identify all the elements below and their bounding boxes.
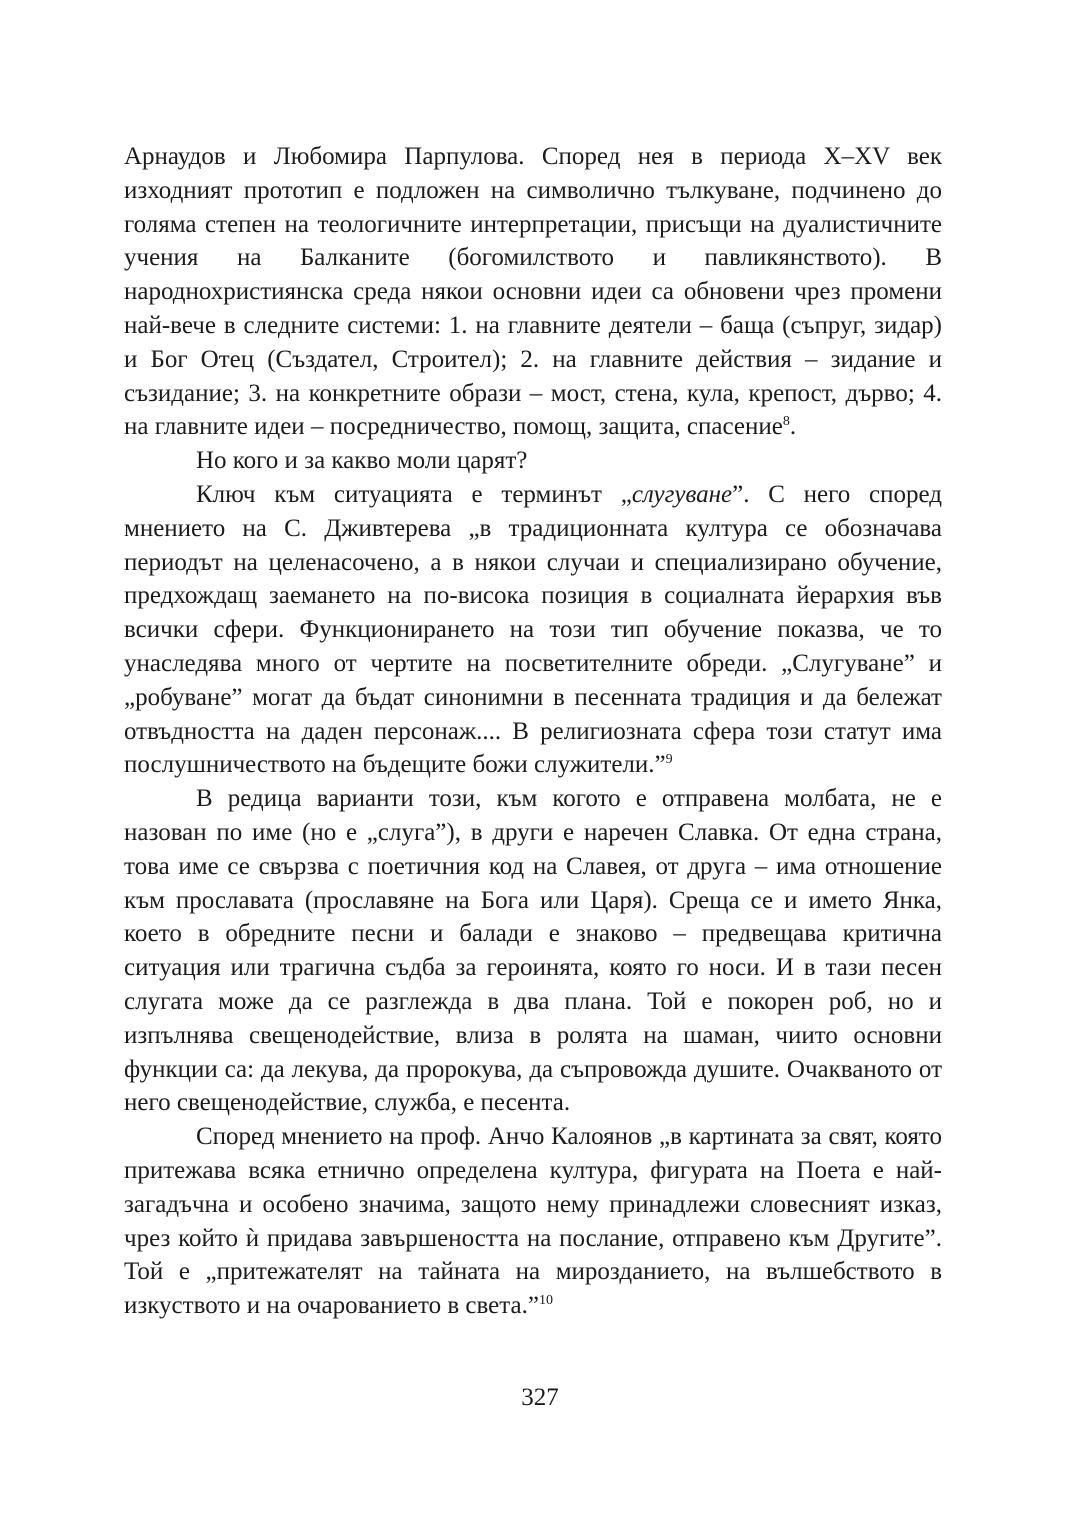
paragraph-3-text: ”. С него според мнението на С. Дживтерева „в традиционната култура се обозначава периодът на целенасочено, а в някои случаи и специализирано обучение, предхождащ заемането на по-висока позиция в социалната йерархия във всички сфери. Функционирането на този тип обучение показва, че то унаследява много от чертите на посветителните обреди. „Слугуване” и „робуване” могат да бъдат синонимни в песенната традиция и да бележат отвъдността на даден персонаж.... В религиозната сфера този статут има послушничеството на бъдещите божи служители.” <box>124 480 942 779</box>
footnote-ref-10[interactable]: 10 <box>538 1293 553 1309</box>
paragraph-4-text: В редица варианти този, към когото е отправена молбата, не е назован по име (но е „слуга”), в други е наречен Славка. От една страна, това име се свързва с поетичния код на Славея, от друга – има отношение към прославата (прославяне на Бога или Царя). Среща се и името Янка, което в обредните песни и балади е знаково – предвещава критична ситуация или трагична съдба за героинята, която го носи. И в тази песен слугата може да се разглежда в два плана. Той е покорен роб, но и изпълнява свещенодействие, влиза в ролята на шаман, чиито основни функции са: да лекува, да пророкува, да съпровожда душите. Очакваното от него свещенодействие, служба, е песента. <box>124 785 942 1117</box>
paragraph-4 <box>124 782 942 1120</box>
paragraph-2-text: Но кого и за какво моли царят? <box>196 447 528 475</box>
footnote-ref-8[interactable]: 8 <box>782 414 790 430</box>
paragraph-1 <box>124 140 942 444</box>
paragraph-1-text: Арнаудов и Любомира Парпулова. Според нея в периода X–XV век изходният прототип е подложен на символично тълкуване, подчинено до голяма степен на теологичните интерпретации, присъщи на дуалистичните учения на Балканите (богомилството и павликянството). В народнохристиянска среда някои основни идеи са обновени чрез промени най-вече в следните системи: 1. на главните деятели – баща (съпруг, зидар) и Бог Отец (Създател, Строител); 2. на главните действия – зидание и съзидание; 3. на конкретните образи – мост, стена, кула, крепост, дърво; 4. на главните идеи – посредничество, помощ, защита, спасение <box>124 143 942 441</box>
page-body <box>124 140 942 1323</box>
footnote-ref-9[interactable]: 9 <box>665 752 673 768</box>
page-number: 327 <box>521 1384 559 1411</box>
term-emphasis: слугуване <box>631 480 733 508</box>
paragraph-2 <box>124 444 942 478</box>
paragraph-5-text: Според мнението на проф. Анчо Калоянов „в картината за свят, която притежава всяка етнично определена култура, фигурата на Поета е най-загадъчна и особено значима, защото нему принадлежи словесният изказ, чрез който ѝ придава завършеността на послание, отправено към Другите”. Той е „притежателят на тайната на мирозданието, на вълшебството в изкуството и на очарованието в света.” <box>124 1123 942 1320</box>
paragraph-3 <box>124 478 942 782</box>
paragraph-3-lead: Ключ към ситуацията е терминът „ <box>196 480 632 508</box>
paragraph-5 <box>124 1120 942 1323</box>
paragraph-1-end: . <box>789 413 797 441</box>
